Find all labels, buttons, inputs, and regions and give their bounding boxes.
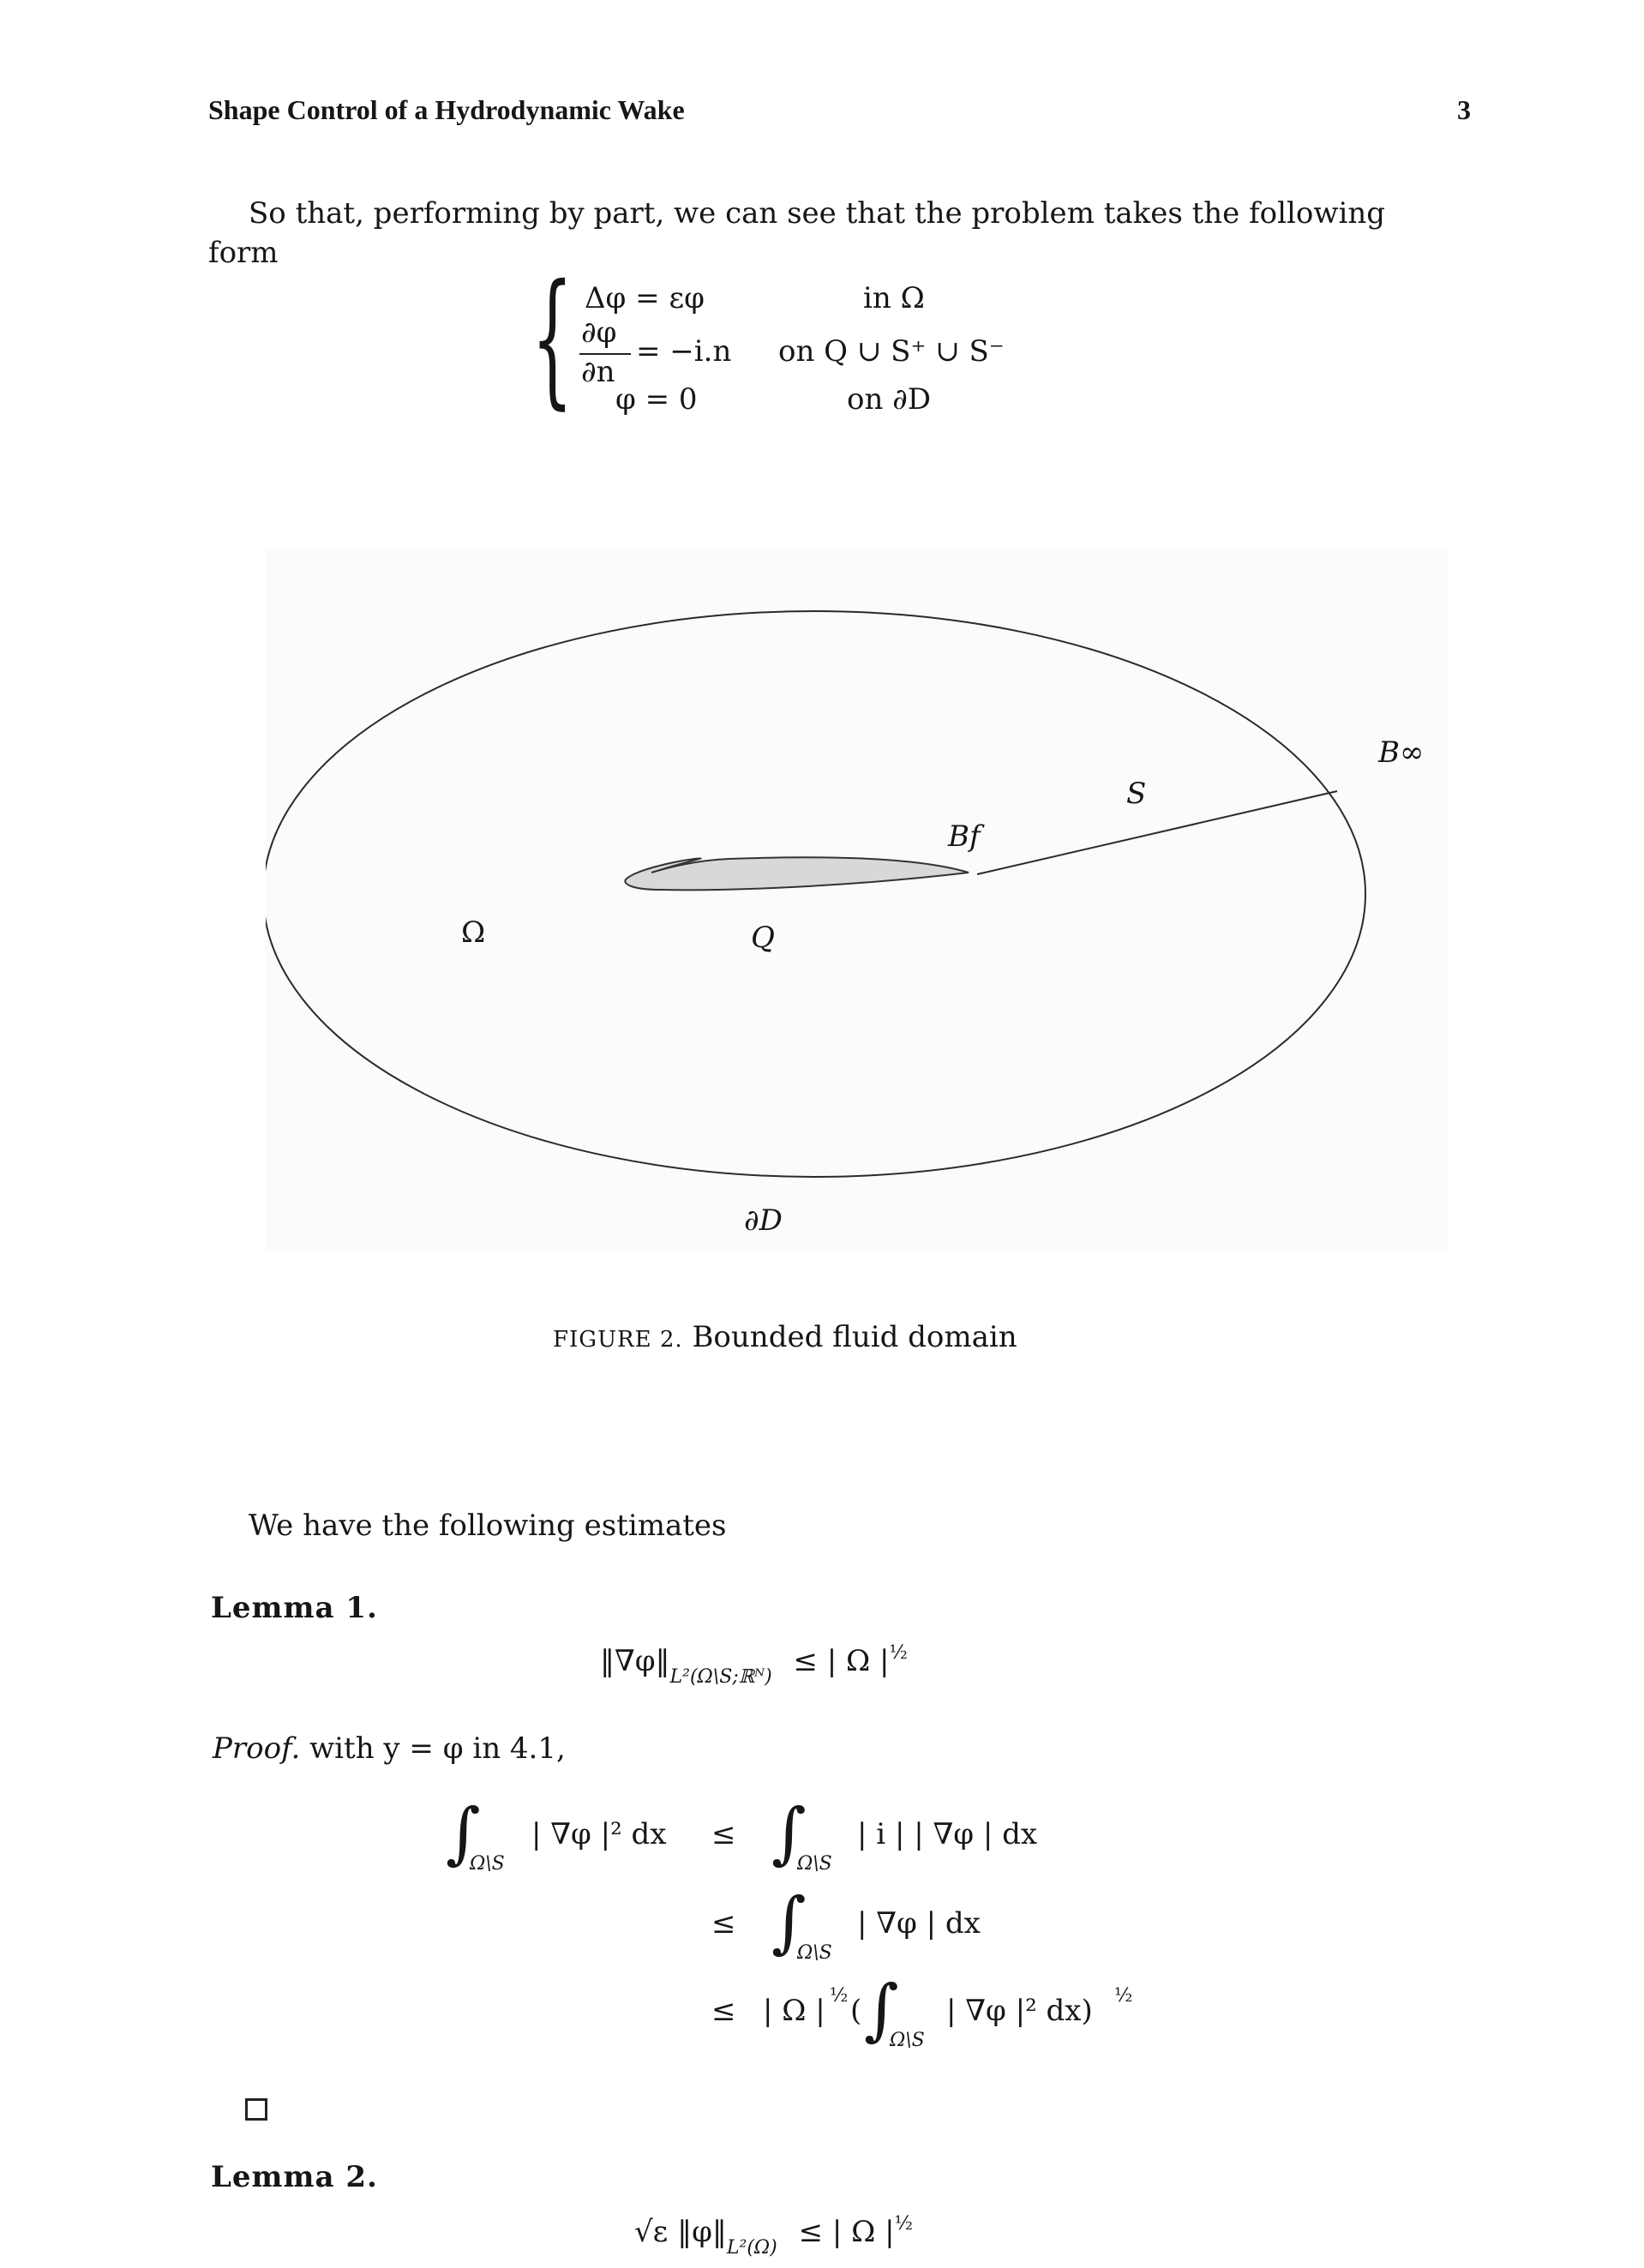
label-bf: Bf xyxy=(948,819,981,854)
estimates-intro: We have the following estimates xyxy=(249,1509,727,1543)
leq-2: ≤ xyxy=(711,1906,736,1941)
cond-in-omega: in Ω xyxy=(863,281,925,315)
intro-line-2: form xyxy=(208,236,279,270)
leq-1: ≤ xyxy=(711,1817,736,1851)
proof-inequalities xyxy=(446,1795,1217,2074)
lemma-2-bound: ≤ | Ω | xyxy=(798,2215,895,2249)
outer-boundary-ellipse xyxy=(266,611,1365,1177)
fluid-domain-diagram xyxy=(266,549,1449,1251)
figure-caption xyxy=(553,1320,1017,1354)
leq-3: ≤ xyxy=(711,1994,736,2028)
lemma-2-title: Lemma 2. xyxy=(211,2160,378,2194)
lemma-1-title: Lemma 1. xyxy=(211,1591,378,1625)
figure-2 xyxy=(266,549,1449,1251)
integral-sign-rhs3: ∫ xyxy=(864,1971,899,2049)
eq-neumann-denominator: ∂n xyxy=(581,355,615,389)
cond-on-boundary: on Q ∪ S⁺ ∪ S⁻ xyxy=(778,334,1005,369)
label-s: S xyxy=(1126,777,1147,811)
rhs1-integrand: | i | | ∇φ | dx xyxy=(857,1817,1038,1851)
caption-text: Bounded fluid domain xyxy=(692,1320,1017,1354)
body-q-shape xyxy=(625,857,969,890)
integral-domain-rhs3: Ω\S xyxy=(890,2030,925,2051)
lemma-2-norm-space: L²(Ω) xyxy=(726,2237,777,2259)
cond-on-dd: on ∂D xyxy=(847,382,932,417)
lhs-integrand: | ∇φ |² dx xyxy=(531,1817,667,1851)
lemma-1-formula xyxy=(600,1642,908,1688)
lemma-1-norm-space: L²(Ω\S;ℝᴺ) xyxy=(669,1666,772,1688)
integral-domain-lhs: Ω\S xyxy=(470,1853,505,1875)
rhs3-exponent-2: ½ xyxy=(1114,1985,1133,2007)
integral-sign-lhs: ∫ xyxy=(446,1795,481,1872)
rhs3-exponent-1: ½ xyxy=(830,1985,849,2007)
rhs3-integrand: | ∇φ |² dx) xyxy=(946,1994,1093,2028)
wake-line-s xyxy=(977,791,1337,874)
rhs3-omega: | Ω | xyxy=(763,1994,825,2028)
integral-domain-rhs1: Ω\S xyxy=(797,1853,832,1875)
proof-label: Proof. xyxy=(213,1731,301,1766)
page-number: 3 xyxy=(1457,94,1471,125)
integral-sign-rhs2: ∫ xyxy=(771,1884,807,1961)
qed-square xyxy=(245,2098,267,2121)
lemma-1-bound: ≤ | Ω | xyxy=(793,1644,890,1678)
lemma-2-formula xyxy=(634,2213,913,2259)
proof-line xyxy=(213,1729,566,1769)
rhs3-paren: ( xyxy=(850,1994,862,2028)
proof-text: with y = φ in 4.1, xyxy=(309,1731,566,1766)
intro-line-1: So that, performing by part, we can see that the problem takes the following xyxy=(249,196,1385,231)
label-dd: ∂D xyxy=(744,1203,783,1238)
eq-neumann-numerator: ∂φ xyxy=(581,315,617,350)
eq-laplace: Δφ = εφ xyxy=(585,281,705,315)
running-header-title: Shape Control of a Hydrodynamic Wake xyxy=(208,94,685,125)
left-brace: { xyxy=(531,254,573,423)
eq-dirichlet: φ = 0 xyxy=(615,382,698,417)
caption-prefix: FIGURE 2. xyxy=(553,1327,683,1353)
eq-neumann-rhs: = −i.n xyxy=(636,334,732,369)
lemma-1-exponent: ½ xyxy=(889,1642,908,1664)
label-omega: Ω xyxy=(461,915,486,950)
integral-sign-rhs1: ∫ xyxy=(771,1795,807,1872)
lemma-2-norm: √ε ‖φ‖ xyxy=(634,2215,727,2249)
pde-system xyxy=(531,254,1063,427)
lemma-2-exponent: ½ xyxy=(894,2213,913,2235)
label-b-infinity: B∞ xyxy=(1378,735,1425,770)
label-q: Q xyxy=(751,921,775,955)
rhs2-integrand: | ∇φ | dx xyxy=(857,1906,981,1941)
lemma-1-norm: ‖∇φ‖ xyxy=(600,1644,670,1678)
integral-domain-rhs2: Ω\S xyxy=(797,1942,832,1964)
